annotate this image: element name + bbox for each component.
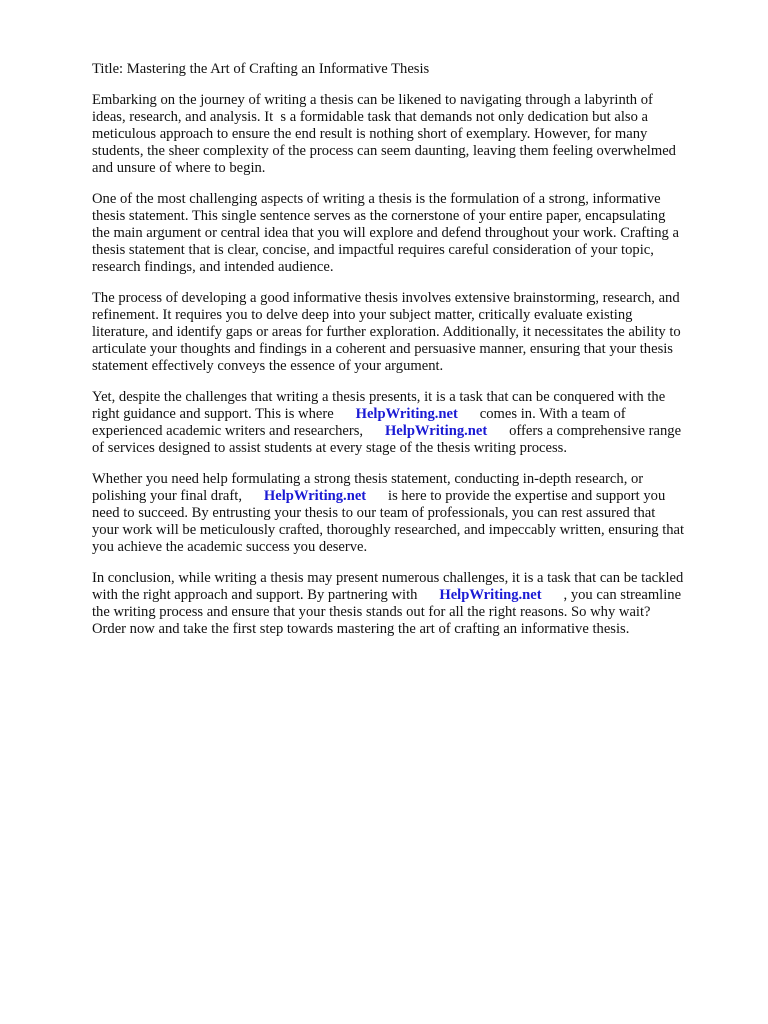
text-segment: experienced academic writers and researchers, (92, 423, 364, 439)
text-segment: right guidance and support. This is where (92, 406, 334, 422)
text-line: the writing process and ensure that your thesis stands out for all the right reasons. So why wait? (92, 604, 651, 620)
text-line: your work will be meticulously crafted, thoroughly researched, and impeccably written, ensuring that (92, 522, 685, 538)
text-line (92, 406, 732, 423)
helpwriting-link[interactable]: HelpWriting.net (355, 406, 458, 422)
text-line (92, 587, 732, 604)
document-body (92, 61, 732, 652)
text-line: research findings, and intended audience. (92, 259, 334, 275)
paragraph-services (92, 471, 732, 556)
text-line: Yet, despite the challenges that writing a thesis presents, it is a task that can be conquered with the (92, 389, 666, 405)
text-segment: polishing your final draft, (92, 488, 242, 504)
text-segment: with the right approach and support. By partnering with (92, 587, 418, 603)
paragraph-conclusion (92, 570, 732, 638)
document-title: Title: Mastering the Art of Crafting an Informative Thesis (92, 61, 430, 77)
text-line (92, 423, 732, 440)
paragraph-intro (92, 92, 732, 177)
text-segment: , you can streamline (563, 587, 682, 603)
text-segment: is here to provide the expertise and support you (388, 488, 666, 504)
paragraph-guidance (92, 389, 732, 457)
helpwriting-link[interactable]: HelpWriting.net (263, 488, 367, 504)
helpwriting-link[interactable]: HelpWriting.net (439, 587, 542, 603)
text-line: literature, and identify gaps or areas for further exploration. Additionally, it necessitates the ability to (92, 324, 681, 340)
text-line: students, the sheer complexity of the process can seem daunting, leaving them feeling overwhelmed (92, 143, 676, 159)
text-line: articulate your thoughts and findings in a coherent and persuasive manner, ensuring that your thesis (92, 341, 673, 357)
text-line: thesis statement that is clear, concise, and impactful requires careful consideration of your topic, (92, 242, 654, 258)
text-line: In conclusion, while writing a thesis may present numerous challenges, it is a task that can be tackled (92, 570, 684, 586)
text-segment: comes in. With a team of (479, 406, 626, 422)
text-line: Whether you need help formulating a strong thesis statement, conducting in-depth research, or (92, 471, 644, 487)
text-line: The process of developing a good informative thesis involves extensive brainstorming, research, and (92, 290, 680, 306)
helpwriting-link[interactable]: HelpWriting.net (384, 423, 488, 439)
text-line: One of the most challenging aspects of writing a thesis is the formulation of a strong, informative (92, 191, 661, 207)
text-line: refinement. It requires you to delve deep into your subject matter, critically evaluate existing (92, 307, 633, 323)
text-line (92, 488, 732, 505)
text-line: of services designed to assist students at every stage of the thesis writing process. (92, 440, 568, 456)
text-line: the main argument or central idea that you will explore and defend throughout your work. Crafting a (92, 225, 679, 241)
paragraph-process (92, 290, 732, 375)
text-line: you achieve the academic success you deserve. (92, 539, 368, 555)
text-line: need to succeed. By entrusting your thesis to our team of professionals, you can rest assured that (92, 505, 656, 521)
text-line: Order now and take the first step towards mastering the art of crafting an informative thesis. (92, 621, 630, 637)
text-line: Embarking on the journey of writing a thesis can be likened to navigating through a labyrinth of (92, 92, 653, 108)
text-line: meticulous approach to ensure the end result is nothing short of exemplary. However, for many (92, 126, 648, 142)
text-line: statement effectively conveys the essence of your argument. (92, 358, 444, 374)
paragraph-thesis-statement (92, 191, 732, 276)
text-line: ideas, research, and analysis. It s a formidable task that demands not only dedication but also a (92, 109, 649, 125)
text-segment: offers a comprehensive range (509, 423, 682, 439)
text-line: and unsure of where to begin. (92, 160, 266, 176)
text-line: thesis statement. This single sentence serves as the cornerstone of your entire paper, encapsulating (92, 208, 666, 224)
